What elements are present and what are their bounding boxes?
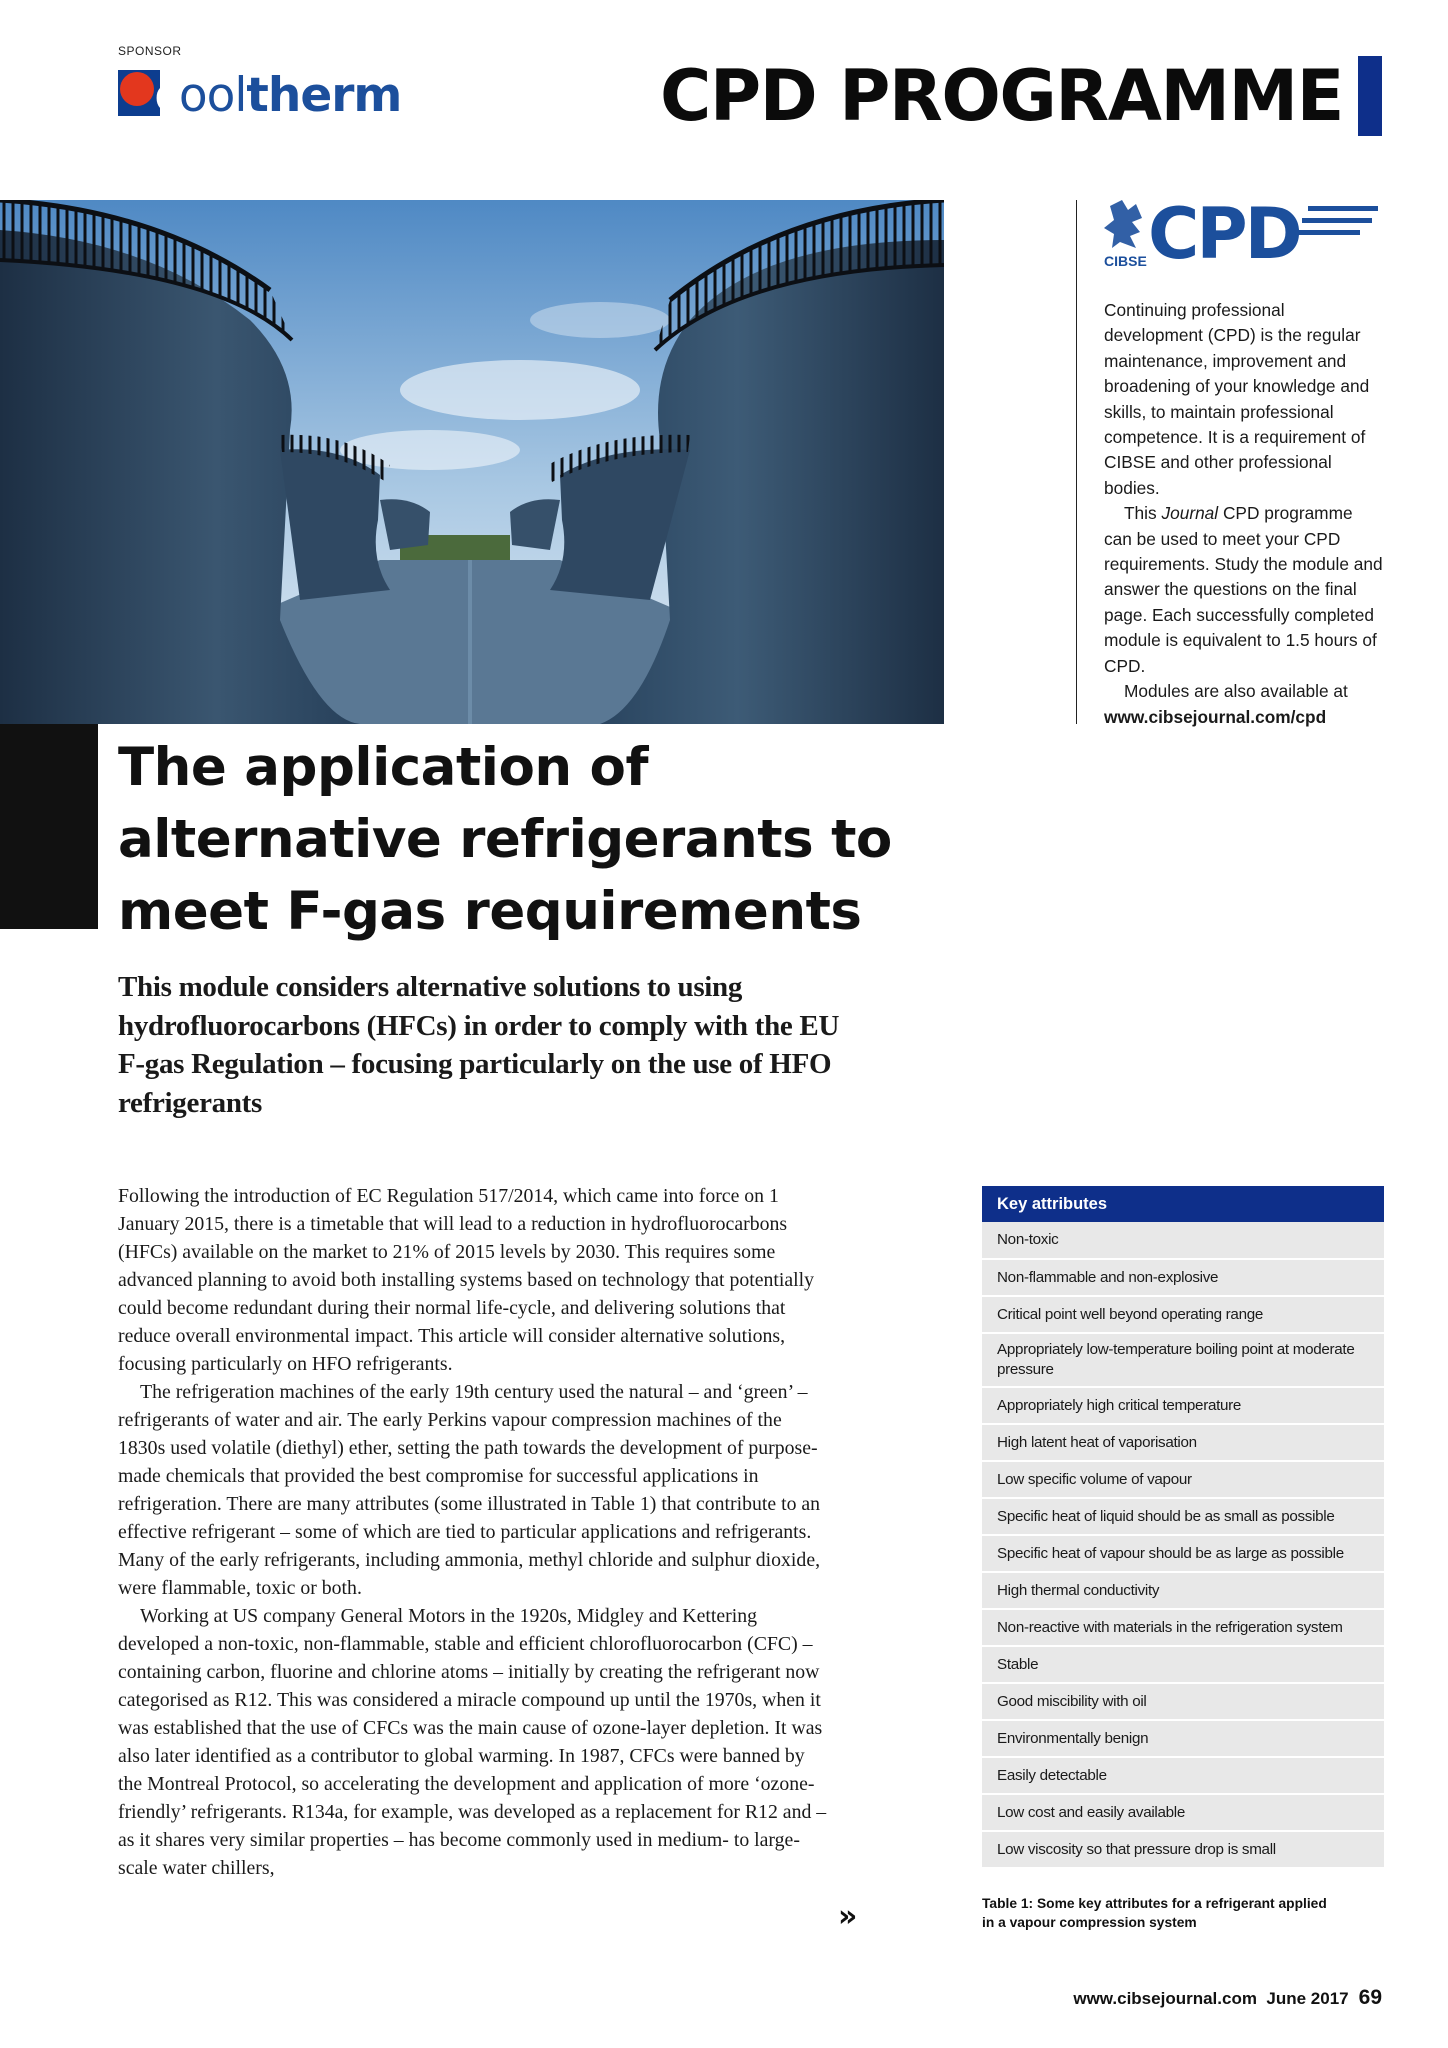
rooftop-chiller-fans-photo (0, 200, 944, 724)
cpd-p2-journal: Journal (1161, 503, 1219, 524)
table-cell: Critical point well beyond operating range (982, 1296, 1384, 1333)
table-row (982, 1757, 1384, 1794)
footer-url[interactable]: www.cibsejournal.com (1073, 1989, 1257, 2008)
logo-dot (120, 72, 154, 106)
cooltherm-logo (118, 66, 402, 123)
table-cell: Non-toxic (982, 1222, 1384, 1259)
cibse-cpd-logo (1102, 196, 1382, 272)
cpd-paragraph-2 (1104, 501, 1384, 679)
page-footer (1073, 1986, 1382, 2010)
cpd-p3-pre: Modules are also available at (1124, 681, 1348, 702)
table-cell: High thermal conductivity (982, 1572, 1384, 1609)
table-row (982, 1461, 1384, 1498)
sponsor-label: SPONSOR (118, 44, 182, 58)
table-cell: Specific heat of vapour should be as large as possible (982, 1535, 1384, 1572)
table-row (982, 1259, 1384, 1296)
logo-part-c: c (154, 68, 179, 123)
page-number: 69 (1358, 1986, 1382, 2009)
table-cell: Low cost and easily available (982, 1794, 1384, 1831)
hero-image (0, 200, 944, 724)
table-cell: Appropriately high critical temperature (982, 1387, 1384, 1424)
table-cell: Specific heat of liquid should be as small as possible (982, 1498, 1384, 1535)
cpd-modules-link[interactable]: www.cibsejournal.com/cpd (1104, 706, 1327, 727)
cibse-logo-text: CIBSE (1104, 253, 1147, 269)
body-paragraph-1: Following the introduction of EC Regulation 517/2014, which came into force on 1 January 2015, there is a timetable that will lead to a reduction in hydrofluorocarbons (HFCs) available on the market to 21% of 2015 levels by 2030. This requires some advanced planning to avoid both installing systems based on technology that potentially could become redundant during their normal life-cycle, and delivering solutions that reduce overall environmental impact. This article will consider alternative solutions, focusing particularly on HFO refrigerants. (118, 1185, 815, 1375)
table-cell: Good miscibility with oil (982, 1683, 1384, 1720)
cpd-p2-post: CPD programme can be used to meet your CPD requirements. Study the module and answer the questions on the final page. Each successfully completed module is equivalent to 1.5 hours of CPD. (1104, 503, 1383, 676)
table-cell: Non-reactive with materials in the refrigeration system (982, 1609, 1384, 1646)
table-row (982, 1609, 1384, 1646)
cpd-logo-text: CPD (1148, 196, 1300, 272)
table-header-row (982, 1186, 1384, 1222)
table-row (982, 1720, 1384, 1757)
table-row (982, 1387, 1384, 1424)
article-title: The application of alternative refrigerants to meet F-gas requirements (118, 737, 892, 942)
logo-wordmark (154, 70, 401, 122)
table-cell: Easily detectable (982, 1757, 1384, 1794)
table-cell: Appropriately low-temperature boiling point at moderate pressure (982, 1333, 1384, 1387)
table-row (982, 1498, 1384, 1535)
table-row (982, 1646, 1384, 1683)
table-row (982, 1333, 1384, 1387)
continue-arrow-icon: » (838, 1899, 858, 1934)
table-cell: Stable (982, 1646, 1384, 1683)
logo-part-therm: therm (246, 68, 402, 123)
table-cell: High latent heat of vaporisation (982, 1424, 1384, 1461)
table-row (982, 1535, 1384, 1572)
table-cell: Environmentally benign (982, 1720, 1384, 1757)
table-row (982, 1572, 1384, 1609)
table-row (982, 1424, 1384, 1461)
standfirst: This module considers alternative solutions to using hydrofluorocarbons (HFCs) in order to comply with the EU F-gas Regulation – focusing particularly on the use of HFO refrigerants (118, 971, 840, 1119)
table-cell: Low specific volume of vapour (982, 1461, 1384, 1498)
cpd-p2-pre: This (1124, 503, 1162, 524)
table-row (982, 1296, 1384, 1333)
article-body (118, 1182, 830, 1882)
cpd-paragraph-1: Continuing professional development (CPD) is the regular maintenance, improvement and broadening of your knowledge and skills, to maintain professional competence. It is a requirement of CIBSE and other professional bodies. (1104, 300, 1370, 498)
cpd-intro (1104, 298, 1384, 730)
cibse-crest-icon (1102, 196, 1382, 272)
cpd-paragraph-3 (1104, 679, 1384, 730)
table-caption: Table 1: Some key attributes for a refrigerant applied in a vapour compression system (982, 1896, 1327, 1930)
logo-part-ool: ool (178, 68, 247, 123)
title-accent-block (0, 724, 98, 929)
body-paragraph-2: The refrigeration machines of the early 19th century used the natural – and ‘green’ – refrigerants of water and air. The early Perkins vapour compression machines of the 1830s used volatile (diethyl) ether, setting the path towards the development of purpose-made chemicals that provided the best compromise for successful applications in refrigeration. There are many attributes (some illustrated in Table 1) that contribute to an effective refrigerant – some of which are tied to particular applications and refrigerants. Many of the early refrigerants, including ammonia, methyl chloride and sulphur dioxide, were flammable, toxic or both. (118, 1381, 821, 1599)
table-row (982, 1794, 1384, 1831)
body-paragraph-3: Working at US company General Motors in the 1920s, Midgley and Kettering developed a non-toxic, non-flammable, stable and efficient chlorofluorocarbon (CFC) – containing carbon, fluorine and chlorine atoms – initially by creating the refrigerant now categorised as R12. This was considered a miracle compound up until the 1970s, when it was established that the use of CFCs was the main cause of ozone-layer depletion. It was also later identified as a contributor to global warming. In 1987, CFCs were banned by the Montreal Protocol, so accelerating the development and application of more ‘ozone-friendly’ refrigerants. R134a, for example, was developed as a replacement for R12 and – as it shares very similar properties – has become commonly used in medium- to large-scale water chillers, (118, 1605, 827, 1879)
programme-accent-bar (1358, 56, 1382, 136)
table-header: Key attributes (982, 1186, 1384, 1222)
footer-date: June 2017 (1266, 1989, 1349, 2008)
table-row (982, 1831, 1384, 1868)
key-attributes-table (982, 1186, 1384, 1869)
table-row (982, 1222, 1384, 1259)
table-cell: Low viscosity so that pressure drop is small (982, 1831, 1384, 1868)
programme-title: CPD PROGRAMME (659, 55, 1343, 137)
table-cell: Non-flammable and non-explosive (982, 1259, 1384, 1296)
table-row (982, 1683, 1384, 1720)
cpd-divider (1076, 200, 1077, 724)
